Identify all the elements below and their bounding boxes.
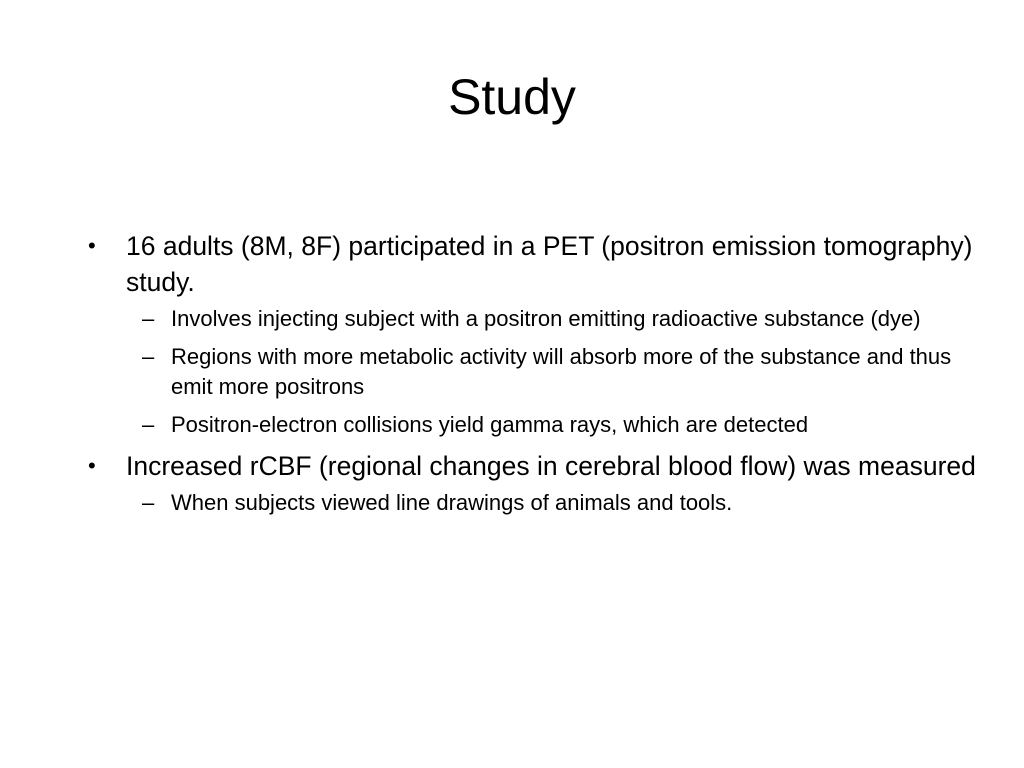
sub-bullet-item bbox=[126, 488, 984, 518]
dash-icon: – bbox=[142, 344, 155, 369]
bullet-icon: • bbox=[88, 233, 96, 258]
bullet-icon: • bbox=[88, 453, 96, 478]
dash-icon: – bbox=[142, 490, 155, 515]
sub-bullet-text: Positron-electron collisions yield gamma rays, which are detected bbox=[171, 412, 809, 437]
sub-bullet-list bbox=[84, 304, 984, 440]
sub-bullet-text: When subjects viewed line drawings of animals and tools. bbox=[171, 490, 733, 515]
bullet-text: 16 adults (8M, 8F) participated in a PET (positron emission tomography) study. bbox=[126, 231, 973, 297]
sub-bullet-item bbox=[126, 304, 984, 334]
slide-content bbox=[84, 228, 984, 526]
sub-bullet-item bbox=[126, 410, 984, 440]
sub-bullet-item bbox=[126, 342, 984, 402]
dash-icon: – bbox=[142, 412, 155, 437]
sub-bullet-list bbox=[84, 488, 984, 518]
bullet-item bbox=[84, 448, 984, 484]
bullet-item bbox=[84, 228, 984, 300]
slide-title: Study bbox=[448, 69, 576, 125]
sub-bullet-text: Regions with more metabolic activity will absorb more of the substance and thus emit more positrons bbox=[171, 344, 952, 399]
sub-bullet-text: Involves injecting subject with a positron emitting radioactive substance (dye) bbox=[171, 306, 921, 331]
dash-icon: – bbox=[142, 306, 155, 331]
bullet-text: Increased rCBF (regional changes in cerebral blood flow) was measured bbox=[126, 451, 976, 481]
